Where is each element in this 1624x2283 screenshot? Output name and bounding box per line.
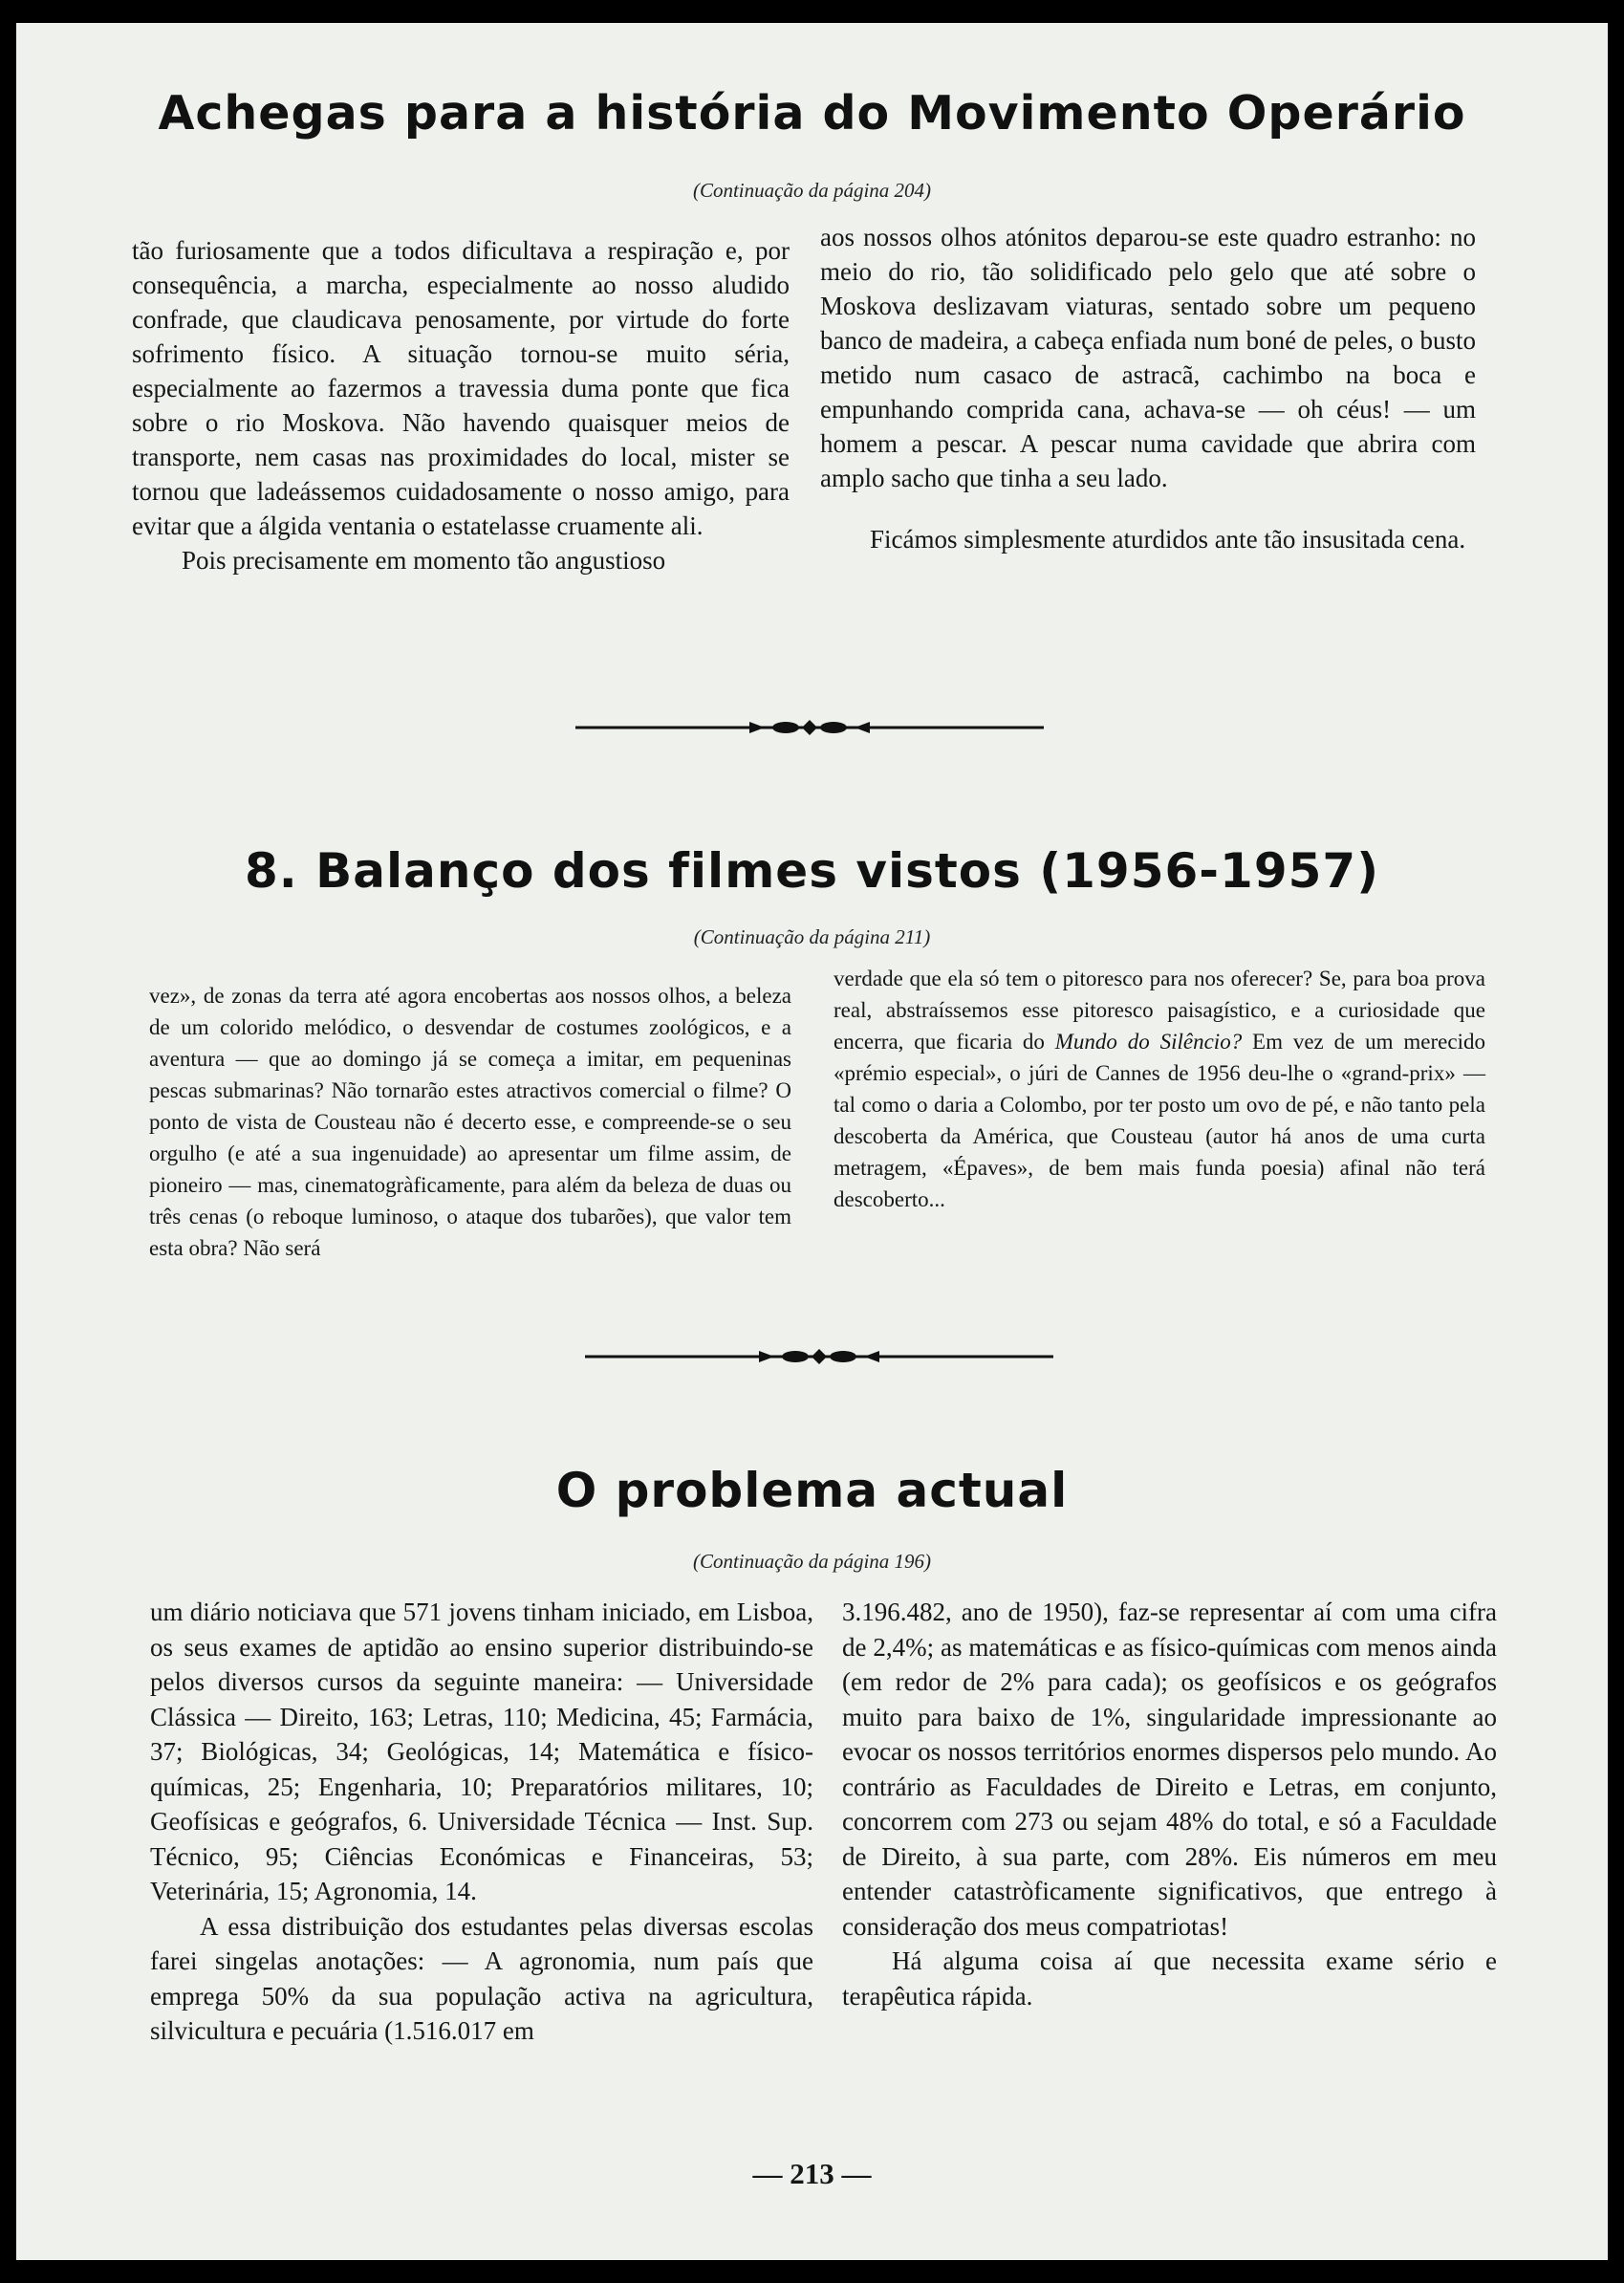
paragraph: 3.196.482, ano de 1950), faz-se representar aí com uma cifra de 2,4%; as matemáticas e as físico-químicas com menos ainda (em redor de 2% para cada); os geofísicos e os geógrafos muito para baixo de 1%, singularidade impressionante ao evocar os nossos territórios enormes dispersos pelo mundo. Ao contrário as Faculdades de Direito e Letras, em conjunto, concorrem com 273 ou sejam 48% do total, e só a Faculdade de Direito, à sua parte, com 28%. Eis números em meu entender catastròficamente significativos, que entrego à consideração dos meus compatriotas! xyxy=(842,1598,1497,1941)
column-right xyxy=(820,220,1476,556)
divider-ornament xyxy=(585,1347,1053,1366)
column-left xyxy=(132,233,790,577)
paragraph: A essa distribuição dos estudantes pelas diversas escolas farei singelas anotações: — A agronomia, num país que emprega 50% da sua população activa na agricultura, silvicultura e pecuária (1.516.017 em xyxy=(150,1911,813,2045)
column-left xyxy=(149,980,791,1264)
paragraph: tão furiosamente que a todos dificultava a respiração e, por consequência, a marcha, especialmente ao nosso aludido confrade, que claudicava penosamente, por virtude do forte sofrimento físico. A situação tornou-se muito séria, especialmente ao fazermos a travessia duma ponte que fica sobre o rio Moskova. Não havendo quaisquer meios de transporte, nem casas nas proximidades do local, mister se tornou que ladeássemos cuidadosamente o nosso amigo, para evitar que a álgida ventania o estatelasse cruamente ali. xyxy=(132,236,790,540)
article-title: 8. Balanço dos filmes vistos (1956-1957) xyxy=(244,843,1380,899)
column-right xyxy=(842,1595,1497,2013)
column-left xyxy=(150,1595,813,2049)
article-title: Achegas para a história do Movimento Operário xyxy=(158,86,1466,141)
page-number: — 213 — xyxy=(752,2157,872,2190)
column-right xyxy=(834,963,1485,1215)
text-span: verdade que ela só tem o pitoresco para nos oferecer? Se, para boa prova real, abstraíssemos esse pitoresco paisagístico, e a curiosidade que encerra, que ficaria do xyxy=(834,967,1485,1054)
paragraph: vez», de zonas da terra até agora encobertas aos nossos olhos, a beleza de um colorido melódico, o desvendar de costumes zoológicos, e a aventura — que ao domingo já se começa a imitar, em pequeninas pescas submarinas? Não tornarão estes atractivos comercial o filme? O ponto de vista de Cousteau não é decerto esse, e compreende-se o seu orgulho (e até a sua ingenuidade) ao apresentar um filme assim, de pioneiro — mas, cinematogràficamente, para além da beleza de duas ou três cenas (o reboque luminoso, o ataque dos tubarões), que valor tem esta obra? Não será xyxy=(149,984,791,1260)
paragraph: Ficámos simplesmente aturdidos ante tão insusitada cena. xyxy=(870,525,1466,554)
paragraph: Há alguma coisa aí que necessita exame sério e terapêutica rápida. xyxy=(842,1946,1497,2011)
page xyxy=(16,23,1608,2260)
paragraph xyxy=(834,963,1485,1215)
paragraph: aos nossos olhos atónitos deparou-se este quadro estranho: no meio do rio, tão solidificado pelo gelo que até sobre o Moskova deslizavam viaturas, sentado sobre um pequeno banco de madeira, a cabeça enfiada num boné de peles, o busto metido num casaco de astracã, cachimbo na boca e empunhando comprida cana, achava-se — oh céus! — um homem a pescar. A pescar numa cavidade que abrira com amplo sacho que tinha a seu lado. xyxy=(820,223,1476,492)
article-title: O problema actual xyxy=(555,1463,1069,1518)
film-title: Mundo do Silêncio? xyxy=(1054,1030,1243,1054)
text-span: Em vez de um merecido «prémio especial», o júri de Cannes de 1956 deu-lhe o «grand-prix» — tal como o daria a Colombo, por ter posto um ovo de pé, e não tanto pela descoberta da América, que Cousteau (autor há anos de uma curta metragem, «Épaves», de bem mais funda poesia) afinal não terá descoberto... xyxy=(834,1030,1485,1211)
paragraph: Pois precisamente em momento tão angustioso xyxy=(182,546,666,575)
divider-ornament xyxy=(575,718,1044,737)
continuation-note: (Continuação da página 204) xyxy=(692,179,932,202)
paragraph: um diário noticiava que 571 jovens tinham iniciado, em Lisboa, os seus exames de aptidão ao ensino superior distribuindo-se pelos diversos cursos da seguinte maneira: — Universidade Clássica — Direito, 163; Letras, 110; Medicina, 45; Farmácia, 37; Biológicas, 34; Geológicas, 14; Matemática e físico-químicas, 25; Engenharia, 10; Preparatórios militares, 10; Geofísicas e geógrafos, 6. Universidade Técnica — Inst. Sup. Técnico, 95; Ciências Económicas e Financeiras, 53; Veterinária, 15; Agronomia, 14. xyxy=(150,1598,813,1905)
continuation-note: (Continuação da página 211) xyxy=(693,925,931,948)
continuation-note: (Continuação da página 196) xyxy=(692,1550,932,1573)
